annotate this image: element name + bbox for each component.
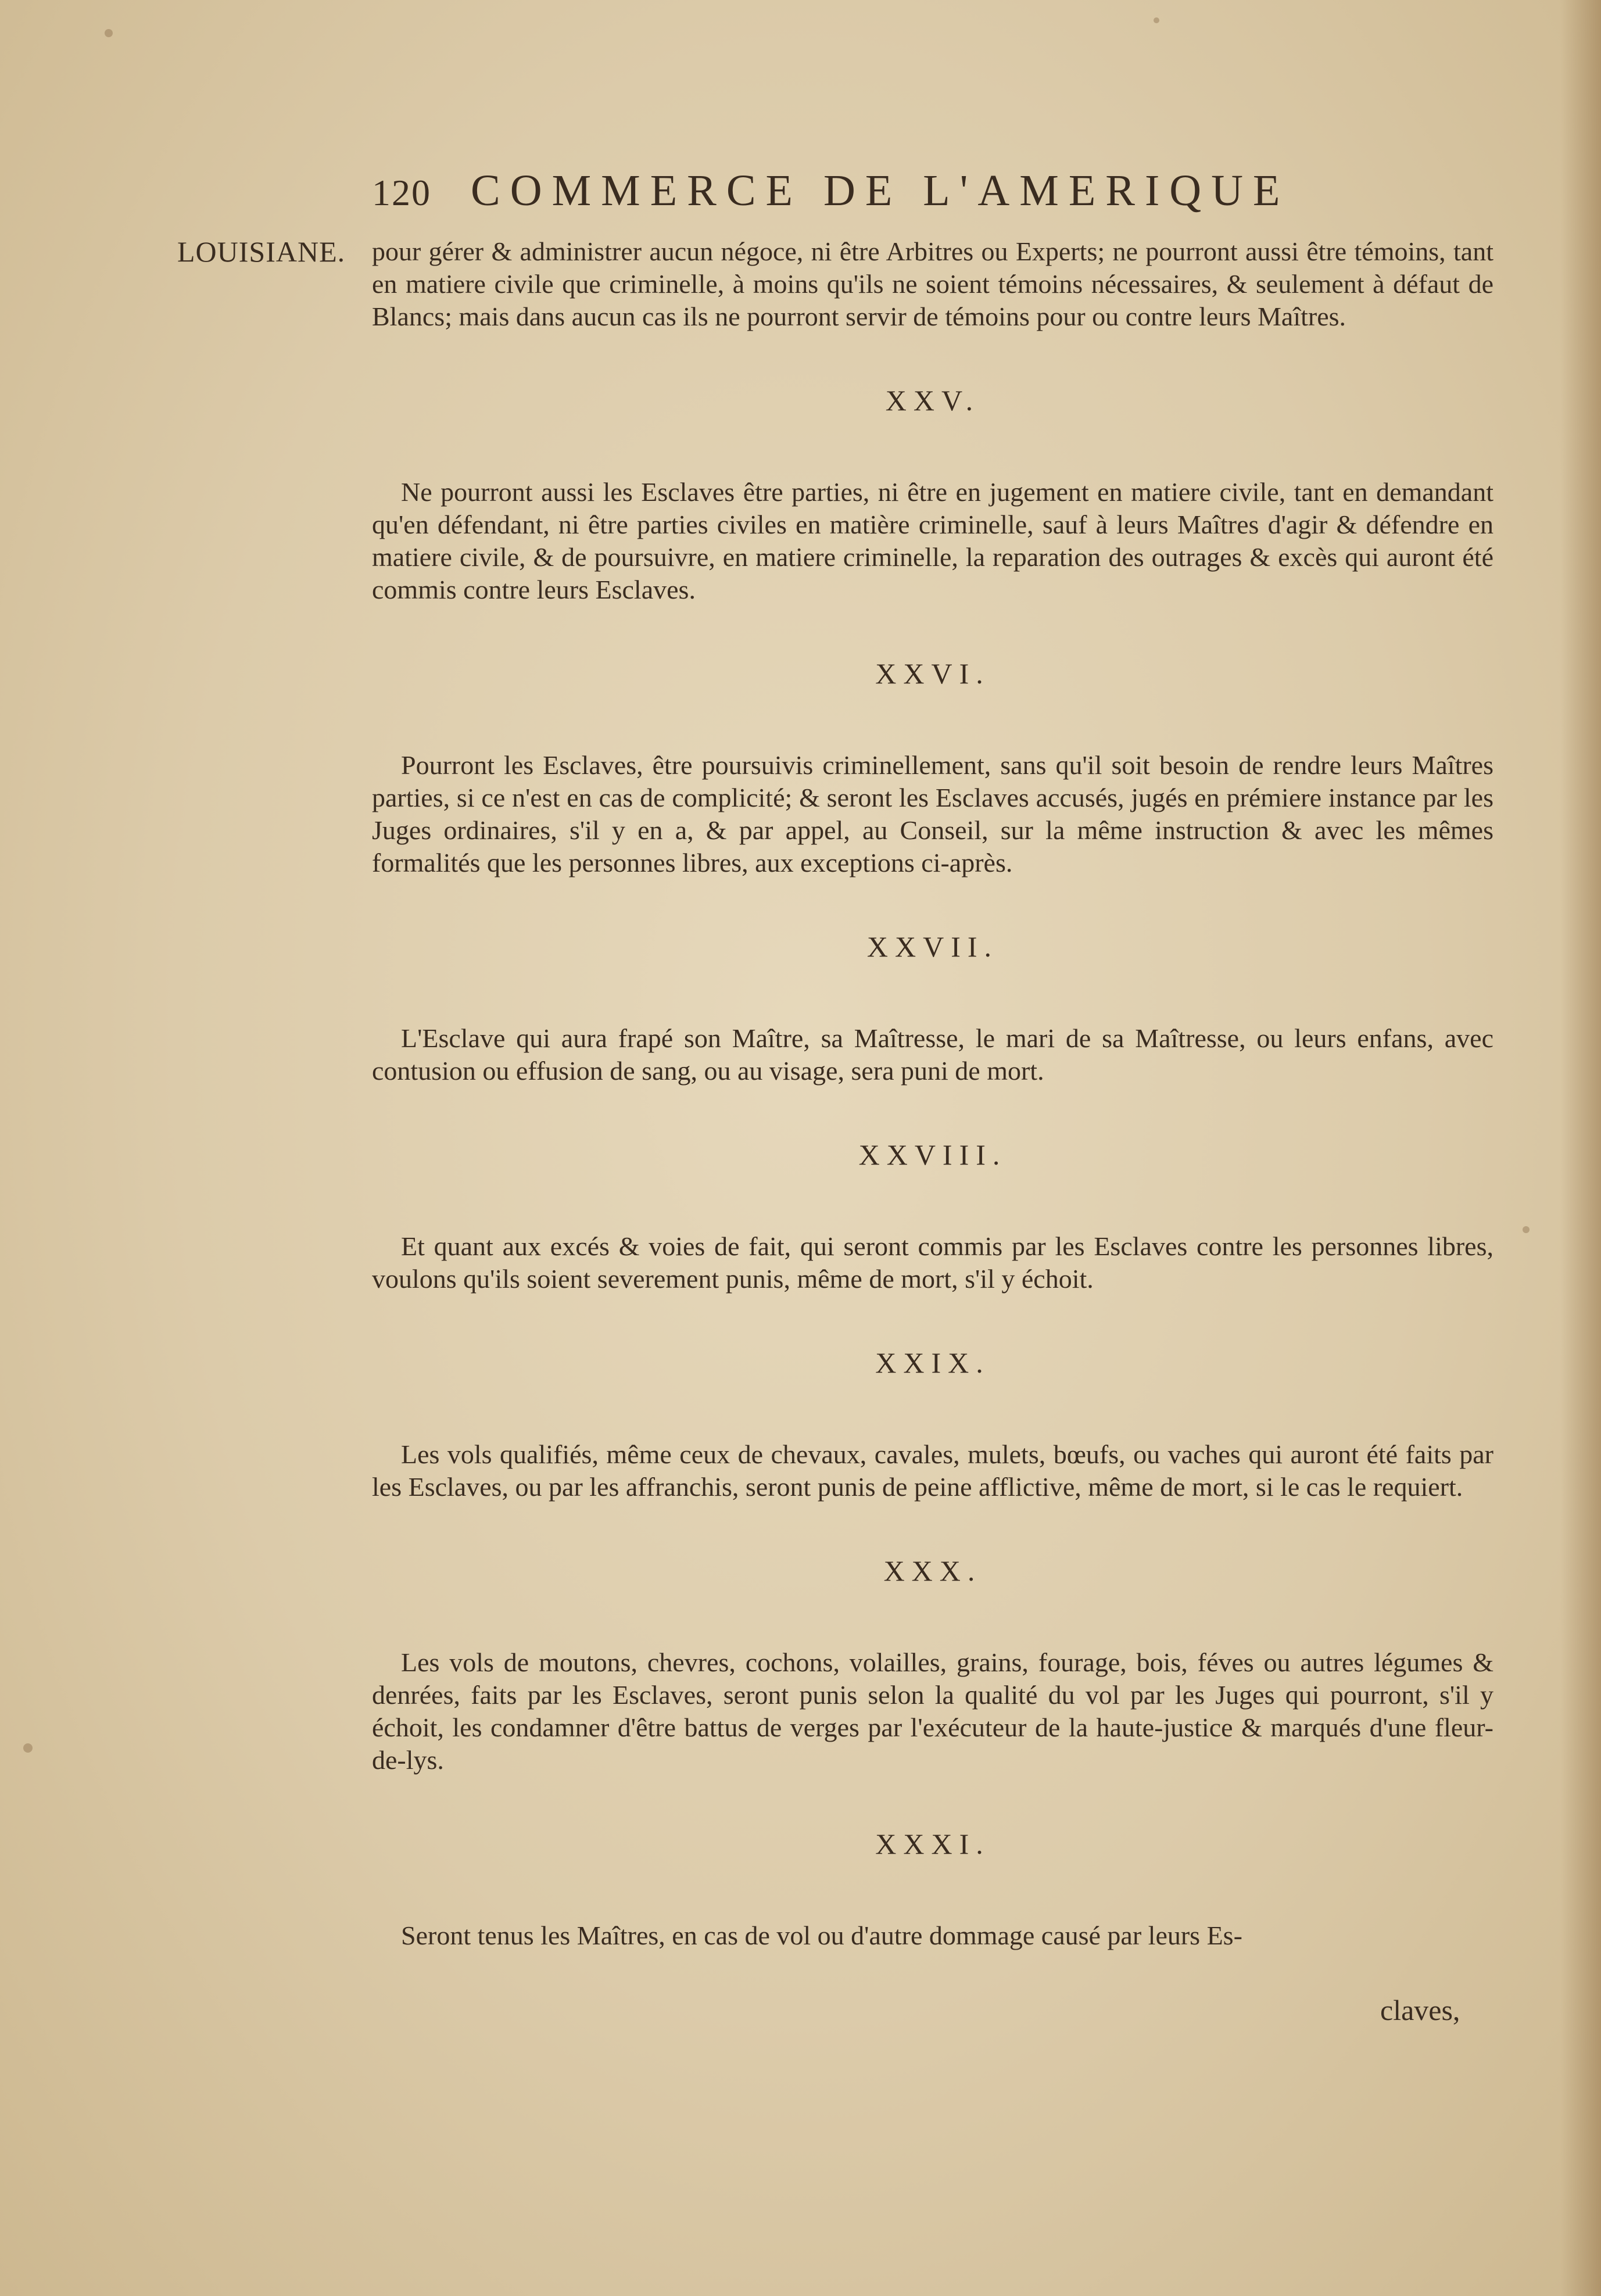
paragraph: Ne pourront aussi les Esclaves être parties, ni être en jugement en matiere civile, tant en demandant qu'en défendant, ni être parties civiles en matière criminelle, sauf à leurs Maîtres d'agir & défendre en matiere civile, & de poursuivre, en matiere criminelle, la reparation des outrages & excès qui auront été commis contre leurs Esclaves. (372, 477, 1493, 604)
article-heading: XXVII. (866, 930, 999, 963)
paragraph: L'Esclave qui aura frapé son Maître, sa Maîtresse, le mari de sa Maîtresse, ou leurs enfans, avec contusion ou effusion de sang, ou au visage, sera puni de mort. (372, 1023, 1493, 1086)
page-spine-shadow (1560, 0, 1601, 2296)
page-body (372, 235, 1493, 1952)
article-heading: XXX. (883, 1554, 982, 1587)
paper-speck (1523, 1226, 1530, 1233)
paragraph: Et quant aux excés & voies de fait, qui seront commis par les Esclaves contre les personnes libres, voulons qu'ils soient severement punis, même de mort, s'il y échoit. (372, 1231, 1493, 1294)
article-heading: XXVIII. (858, 1138, 1007, 1171)
paper-speck (105, 29, 113, 37)
paragraph: Pourront les Esclaves, être poursuivis criminellement, sans qu'il soit besoin de rendre leurs Maîtres parties, si ce n'est en cas de complicité; & seront les Esclaves accusés, jugés en prémiere instance par les Juges ordinaires, s'il y en a, & par appel, au Conseil, sur la même instruction & avec les mêmes formalités que les personnes libres, aux exceptions ci-après. (372, 750, 1493, 877)
running-title: COMMERCE DE L'AMERIQUE (471, 166, 1290, 215)
article-heading: XXV. (885, 384, 980, 417)
paragraph: Les vols qualifiés, même ceux de chevaux, cavales, mulets, bœufs, ou vaches qui auront été faits par les Esclaves, ou par les affranchis, seront punis de peine afflictive, même de mort, si le cas le requiert. (372, 1439, 1493, 1502)
article-heading: XXXI. (875, 1828, 990, 1860)
paragraph: Seront tenus les Maîtres, en cas de vol ou d'autre dommage causé par leurs Es- (401, 1921, 1242, 1950)
running-header (372, 166, 1360, 224)
paper-speck (1154, 17, 1159, 23)
page-number: 120 (372, 172, 431, 213)
paragraph: Les vols de moutons, chevres, cochons, volailles, grains, fourage, bois, féves ou autres légumes & denrées, faits par les Esclaves, seront punis selon la qualité du vol par les Juges qui pourront, s'il y échoit, les condamner d'être battus de verges par l'exécuteur de la haute-justice & marqués d'une fleur-de-lys. (372, 1647, 1493, 1775)
paragraph: pour gérer & administrer aucun négoce, ni être Arbitres ou Experts; ne pourront aussi être témoins, tant en matiere civile que criminelle, à moins qu'ils ne soient témoins nécessaires, & seulement à défaut de Blancs; mais dans aucun cas ils ne pourront servir de témoins pour ou contre leurs Maîtres. (372, 237, 1493, 331)
article-heading: XXIX. (875, 1346, 990, 1379)
margin-note: LOUISIANE. (177, 235, 346, 268)
catchword: claves, (1380, 1994, 1460, 2026)
article-heading: XXVI. (875, 657, 990, 690)
paper-speck (23, 1743, 33, 1753)
